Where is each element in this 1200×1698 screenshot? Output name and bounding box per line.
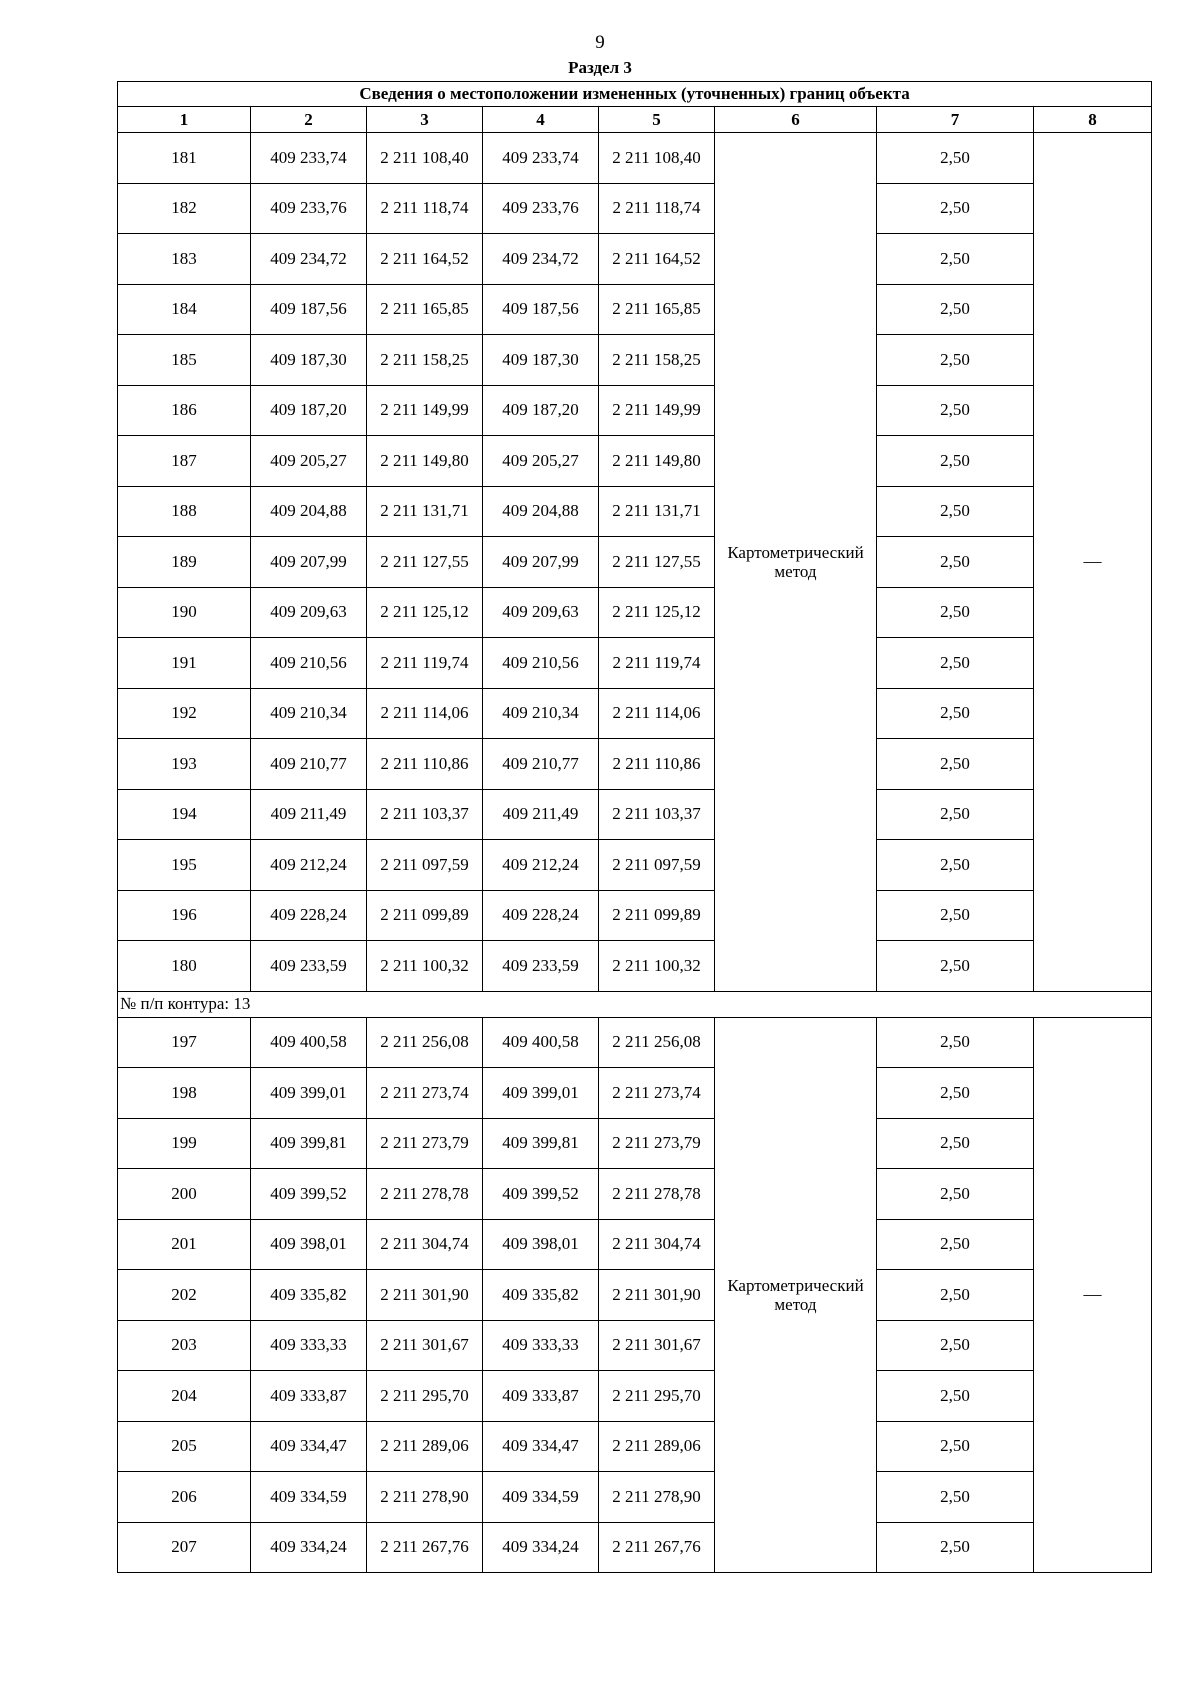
table-row <box>118 587 1152 638</box>
point-number-cell: 196 <box>118 890 251 941</box>
precision-cell: 2,50 <box>877 1270 1034 1321</box>
boundary-coordinates-table <box>117 81 1152 1573</box>
table-row <box>118 385 1152 436</box>
x-new-cell: 409 210,56 <box>483 638 599 689</box>
point-number-cell: 203 <box>118 1320 251 1371</box>
point-number-cell: 190 <box>118 587 251 638</box>
point-number-cell: 185 <box>118 335 251 386</box>
table-row <box>118 183 1152 234</box>
x-new-cell: 409 334,47 <box>483 1421 599 1472</box>
table-row <box>118 1371 1152 1422</box>
precision-cell: 2,50 <box>877 133 1034 184</box>
precision-cell: 2,50 <box>877 234 1034 285</box>
x-new-cell: 409 234,72 <box>483 234 599 285</box>
x-new-cell: 409 210,34 <box>483 688 599 739</box>
y-new-cell: 2 211 301,90 <box>599 1270 715 1321</box>
x-existing-cell: 409 228,24 <box>251 890 367 941</box>
point-number-cell: 206 <box>118 1472 251 1523</box>
table-row <box>118 436 1152 487</box>
column-number: 3 <box>367 107 483 133</box>
x-existing-cell: 409 187,56 <box>251 284 367 335</box>
x-existing-cell: 409 399,81 <box>251 1118 367 1169</box>
x-existing-cell: 409 334,24 <box>251 1522 367 1573</box>
x-existing-cell: 409 233,59 <box>251 941 367 992</box>
x-new-cell: 409 399,81 <box>483 1118 599 1169</box>
column-number: 5 <box>599 107 715 133</box>
y-new-cell: 2 211 273,74 <box>599 1068 715 1119</box>
y-existing-cell: 2 211 103,37 <box>367 789 483 840</box>
x-new-cell: 409 333,87 <box>483 1371 599 1422</box>
y-existing-cell: 2 211 304,74 <box>367 1219 483 1270</box>
y-new-cell: 2 211 164,52 <box>599 234 715 285</box>
y-existing-cell: 2 211 127,55 <box>367 537 483 588</box>
x-existing-cell: 409 234,72 <box>251 234 367 285</box>
precision-cell: 2,50 <box>877 789 1034 840</box>
precision-cell: 2,50 <box>877 1219 1034 1270</box>
y-existing-cell: 2 211 295,70 <box>367 1371 483 1422</box>
x-new-cell: 409 211,49 <box>483 789 599 840</box>
point-number-cell: 183 <box>118 234 251 285</box>
y-new-cell: 2 211 301,67 <box>599 1320 715 1371</box>
x-existing-cell: 409 333,33 <box>251 1320 367 1371</box>
precision-cell: 2,50 <box>877 335 1034 386</box>
column-number: 1 <box>118 107 251 133</box>
x-existing-cell: 409 399,01 <box>251 1068 367 1119</box>
y-new-cell: 2 211 295,70 <box>599 1371 715 1422</box>
x-new-cell: 409 399,52 <box>483 1169 599 1220</box>
x-existing-cell: 409 204,88 <box>251 486 367 537</box>
x-new-cell: 409 204,88 <box>483 486 599 537</box>
table-row <box>118 688 1152 739</box>
precision-cell: 2,50 <box>877 1522 1034 1573</box>
point-number-cell: 187 <box>118 436 251 487</box>
y-existing-cell: 2 211 097,59 <box>367 840 483 891</box>
y-new-cell: 2 211 278,78 <box>599 1169 715 1220</box>
point-number-cell: 191 <box>118 638 251 689</box>
point-number-cell: 199 <box>118 1118 251 1169</box>
y-existing-cell: 2 211 131,71 <box>367 486 483 537</box>
y-existing-cell: 2 211 099,89 <box>367 890 483 941</box>
point-number-cell: 180 <box>118 941 251 992</box>
column-number: 2 <box>251 107 367 133</box>
x-existing-cell: 409 211,49 <box>251 789 367 840</box>
table-row <box>118 739 1152 790</box>
table-body <box>118 133 1152 1573</box>
x-existing-cell: 409 210,56 <box>251 638 367 689</box>
point-number-cell: 204 <box>118 1371 251 1422</box>
x-existing-cell: 409 335,82 <box>251 1270 367 1321</box>
table-row <box>118 1169 1152 1220</box>
point-number-cell: 184 <box>118 284 251 335</box>
precision-cell: 2,50 <box>877 1118 1034 1169</box>
y-new-cell: 2 211 108,40 <box>599 133 715 184</box>
section-title: Раздел 3 <box>568 58 632 77</box>
x-new-cell: 409 228,24 <box>483 890 599 941</box>
x-existing-cell: 409 233,74 <box>251 133 367 184</box>
y-existing-cell: 2 211 289,06 <box>367 1421 483 1472</box>
precision-cell: 2,50 <box>877 1320 1034 1371</box>
x-existing-cell: 409 334,47 <box>251 1421 367 1472</box>
y-new-cell: 2 211 110,86 <box>599 739 715 790</box>
point-number-cell: 186 <box>118 385 251 436</box>
y-existing-cell: 2 211 149,80 <box>367 436 483 487</box>
x-existing-cell: 409 187,30 <box>251 335 367 386</box>
x-new-cell: 409 333,33 <box>483 1320 599 1371</box>
contour-label: № п/п контура: 13 <box>118 991 1152 1017</box>
column-8-cell: — <box>1034 133 1152 992</box>
table-row <box>118 1068 1152 1119</box>
point-number-cell: 195 <box>118 840 251 891</box>
y-existing-cell: 2 211 267,76 <box>367 1522 483 1573</box>
x-existing-cell: 409 400,58 <box>251 1017 367 1068</box>
table-row <box>118 1017 1152 1068</box>
precision-cell: 2,50 <box>877 941 1034 992</box>
y-new-cell: 2 211 273,79 <box>599 1118 715 1169</box>
precision-cell: 2,50 <box>877 486 1034 537</box>
y-existing-cell: 2 211 256,08 <box>367 1017 483 1068</box>
precision-cell: 2,50 <box>877 638 1034 689</box>
x-new-cell: 409 187,56 <box>483 284 599 335</box>
x-new-cell: 409 187,30 <box>483 335 599 386</box>
point-number-cell: 202 <box>118 1270 251 1321</box>
precision-cell: 2,50 <box>877 1472 1034 1523</box>
precision-cell: 2,50 <box>877 739 1034 790</box>
method-cell: Картометрический метод <box>715 1017 877 1573</box>
precision-cell: 2,50 <box>877 1068 1034 1119</box>
x-new-cell: 409 398,01 <box>483 1219 599 1270</box>
precision-cell: 2,50 <box>877 688 1034 739</box>
table-row <box>118 1270 1152 1321</box>
y-existing-cell: 2 211 165,85 <box>367 284 483 335</box>
table-row <box>118 638 1152 689</box>
x-existing-cell: 409 209,63 <box>251 587 367 638</box>
page-number: 9 <box>595 32 605 53</box>
precision-cell: 2,50 <box>877 840 1034 891</box>
point-number-cell: 192 <box>118 688 251 739</box>
y-existing-cell: 2 211 301,67 <box>367 1320 483 1371</box>
y-new-cell: 2 211 278,90 <box>599 1472 715 1523</box>
y-new-cell: 2 211 267,76 <box>599 1522 715 1573</box>
x-existing-cell: 409 233,76 <box>251 183 367 234</box>
x-new-cell: 409 210,77 <box>483 739 599 790</box>
precision-cell: 2,50 <box>877 587 1034 638</box>
contour-row <box>118 991 1152 1017</box>
x-existing-cell: 409 210,77 <box>251 739 367 790</box>
point-number-cell: 197 <box>118 1017 251 1068</box>
point-number-cell: 207 <box>118 1522 251 1573</box>
y-new-cell: 2 211 099,89 <box>599 890 715 941</box>
table-row <box>118 133 1152 184</box>
table-row <box>118 234 1152 285</box>
y-existing-cell: 2 211 110,86 <box>367 739 483 790</box>
x-existing-cell: 409 333,87 <box>251 1371 367 1422</box>
table-row <box>118 1219 1152 1270</box>
precision-cell: 2,50 <box>877 1017 1034 1068</box>
y-new-cell: 2 211 114,06 <box>599 688 715 739</box>
y-existing-cell: 2 211 273,79 <box>367 1118 483 1169</box>
y-new-cell: 2 211 131,71 <box>599 486 715 537</box>
y-new-cell: 2 211 158,25 <box>599 335 715 386</box>
y-new-cell: 2 211 097,59 <box>599 840 715 891</box>
y-existing-cell: 2 211 114,06 <box>367 688 483 739</box>
x-new-cell: 409 334,59 <box>483 1472 599 1523</box>
y-existing-cell: 2 211 125,12 <box>367 587 483 638</box>
x-existing-cell: 409 334,59 <box>251 1472 367 1523</box>
y-new-cell: 2 211 149,80 <box>599 436 715 487</box>
y-existing-cell: 2 211 158,25 <box>367 335 483 386</box>
precision-cell: 2,50 <box>877 385 1034 436</box>
precision-cell: 2,50 <box>877 436 1034 487</box>
x-new-cell: 409 212,24 <box>483 840 599 891</box>
x-existing-cell: 409 210,34 <box>251 688 367 739</box>
table-row <box>118 789 1152 840</box>
y-existing-cell: 2 211 278,78 <box>367 1169 483 1220</box>
y-existing-cell: 2 211 119,74 <box>367 638 483 689</box>
point-number-cell: 194 <box>118 789 251 840</box>
table-row <box>118 840 1152 891</box>
point-number-cell: 205 <box>118 1421 251 1472</box>
x-new-cell: 409 233,59 <box>483 941 599 992</box>
point-number-cell: 181 <box>118 133 251 184</box>
precision-cell: 2,50 <box>877 890 1034 941</box>
precision-cell: 2,50 <box>877 537 1034 588</box>
point-number-cell: 200 <box>118 1169 251 1220</box>
y-new-cell: 2 211 118,74 <box>599 183 715 234</box>
x-new-cell: 409 209,63 <box>483 587 599 638</box>
method-cell: Картометрический метод <box>715 133 877 992</box>
table-row <box>118 1320 1152 1371</box>
table-row <box>118 1522 1152 1573</box>
column-number: 8 <box>1034 107 1152 133</box>
y-existing-cell: 2 211 164,52 <box>367 234 483 285</box>
table-row <box>118 335 1152 386</box>
column-8-cell: — <box>1034 1017 1152 1573</box>
precision-cell: 2,50 <box>877 1169 1034 1220</box>
y-existing-cell: 2 211 100,32 <box>367 941 483 992</box>
precision-cell: 2,50 <box>877 1421 1034 1472</box>
y-existing-cell: 2 211 273,74 <box>367 1068 483 1119</box>
point-number-cell: 198 <box>118 1068 251 1119</box>
table-row <box>118 890 1152 941</box>
x-new-cell: 409 233,76 <box>483 183 599 234</box>
x-existing-cell: 409 187,20 <box>251 385 367 436</box>
x-existing-cell: 409 205,27 <box>251 436 367 487</box>
table-row <box>118 537 1152 588</box>
table-row <box>118 941 1152 992</box>
y-new-cell: 2 211 125,12 <box>599 587 715 638</box>
x-existing-cell: 409 399,52 <box>251 1169 367 1220</box>
y-new-cell: 2 211 100,32 <box>599 941 715 992</box>
point-number-cell: 182 <box>118 183 251 234</box>
x-existing-cell: 409 207,99 <box>251 537 367 588</box>
x-new-cell: 409 207,99 <box>483 537 599 588</box>
x-existing-cell: 409 398,01 <box>251 1219 367 1270</box>
x-new-cell: 409 400,58 <box>483 1017 599 1068</box>
table-row <box>118 1472 1152 1523</box>
y-new-cell: 2 211 119,74 <box>599 638 715 689</box>
y-existing-cell: 2 211 278,90 <box>367 1472 483 1523</box>
column-number: 4 <box>483 107 599 133</box>
y-new-cell: 2 211 165,85 <box>599 284 715 335</box>
y-new-cell: 2 211 127,55 <box>599 537 715 588</box>
table-row <box>118 1118 1152 1169</box>
column-number: 7 <box>877 107 1034 133</box>
table-row <box>118 486 1152 537</box>
x-new-cell: 409 187,20 <box>483 385 599 436</box>
table-row <box>118 1421 1152 1472</box>
y-new-cell: 2 211 289,06 <box>599 1421 715 1472</box>
table-caption: Сведения о местоположении измененных (уточненных) границ объекта <box>118 82 1152 107</box>
precision-cell: 2,50 <box>877 1371 1034 1422</box>
x-existing-cell: 409 212,24 <box>251 840 367 891</box>
y-existing-cell: 2 211 149,99 <box>367 385 483 436</box>
x-new-cell: 409 399,01 <box>483 1068 599 1119</box>
y-new-cell: 2 211 149,99 <box>599 385 715 436</box>
x-new-cell: 409 233,74 <box>483 133 599 184</box>
y-existing-cell: 2 211 108,40 <box>367 133 483 184</box>
y-existing-cell: 2 211 301,90 <box>367 1270 483 1321</box>
x-new-cell: 409 335,82 <box>483 1270 599 1321</box>
point-number-cell: 188 <box>118 486 251 537</box>
y-new-cell: 2 211 103,37 <box>599 789 715 840</box>
point-number-cell: 193 <box>118 739 251 790</box>
x-new-cell: 409 205,27 <box>483 436 599 487</box>
point-number-cell: 201 <box>118 1219 251 1270</box>
y-existing-cell: 2 211 118,74 <box>367 183 483 234</box>
y-new-cell: 2 211 304,74 <box>599 1219 715 1270</box>
precision-cell: 2,50 <box>877 284 1034 335</box>
x-new-cell: 409 334,24 <box>483 1522 599 1573</box>
y-new-cell: 2 211 256,08 <box>599 1017 715 1068</box>
point-number-cell: 189 <box>118 537 251 588</box>
column-number: 6 <box>715 107 877 133</box>
table-row <box>118 284 1152 335</box>
precision-cell: 2,50 <box>877 183 1034 234</box>
